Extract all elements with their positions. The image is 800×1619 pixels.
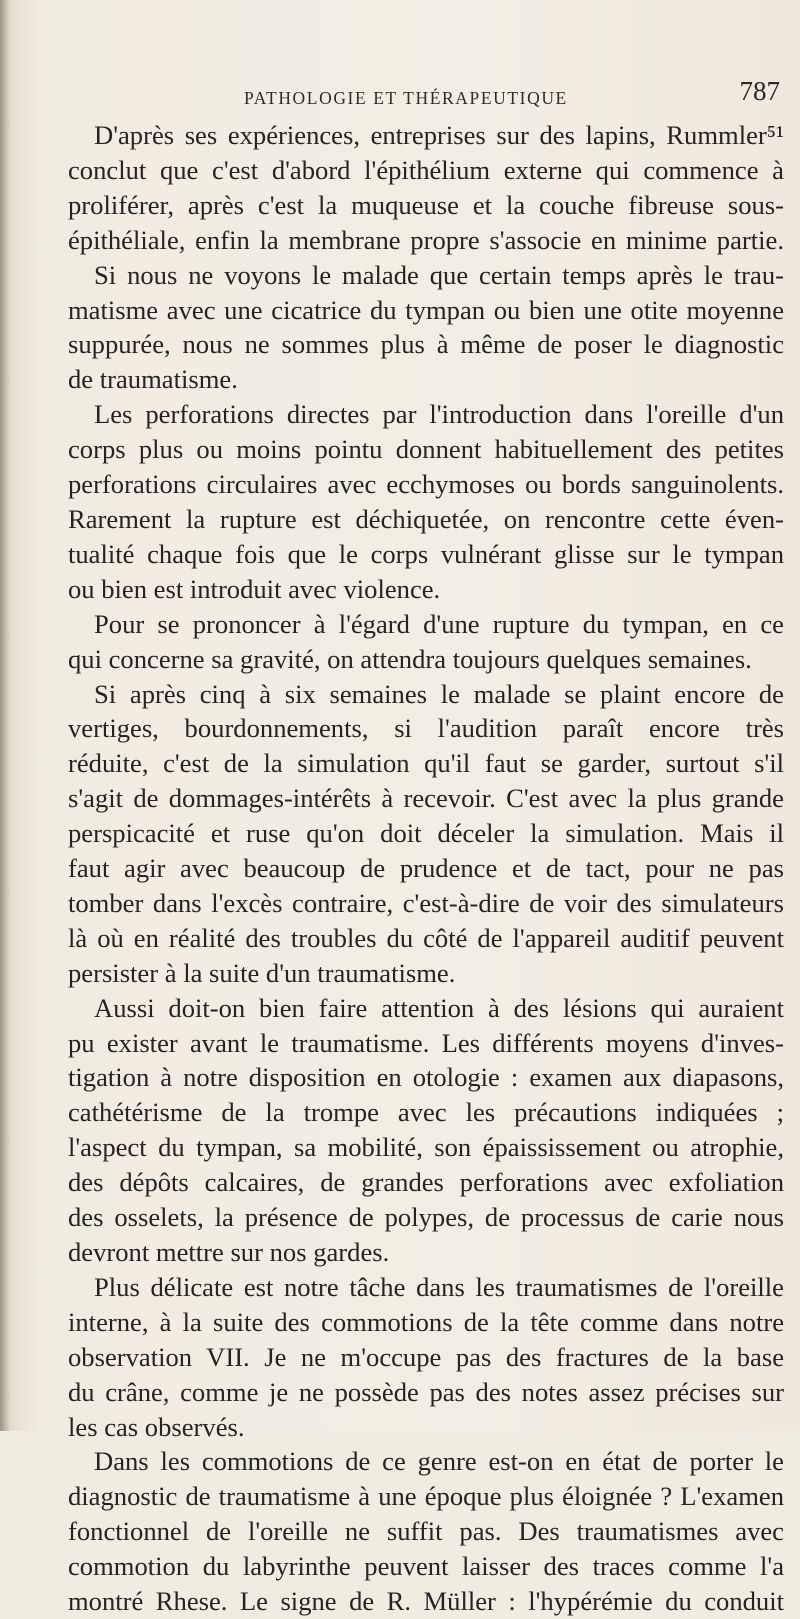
text-line: observation VII. Je ne m'occupe pas des fractures de la base bbox=[68, 1341, 784, 1372]
text-line: Si après cinq à six semaines le malade se plaint encore de bbox=[94, 678, 784, 709]
page-number: 787 bbox=[739, 76, 780, 106]
text-line: épithéliale, enfin la membrane propre s'associe en minime partie. bbox=[68, 224, 784, 255]
text-line: fonctionnel de l'oreille ne suffit pas. Des traumatismes avec bbox=[68, 1516, 784, 1547]
text-line: vertiges, bourdonnements, si l'audition paraît encore très bbox=[68, 713, 784, 744]
text-line: Pour se prononcer à l'égard d'une rupture du tympan, en ce bbox=[94, 608, 784, 639]
text-line: ou bien est introduit avec violence. bbox=[68, 573, 441, 604]
text-line: cathétérisme de la trompe avec les précautions indiquées ; bbox=[68, 1097, 784, 1128]
text-line: commotion du labyrinthe peuvent laisser des traces comme l'a bbox=[68, 1551, 784, 1582]
text-line: Les perforations directes par l'introduction dans l'oreille d'un bbox=[94, 399, 784, 430]
text-line: l'aspect du tympan, sa mobilité, son épaississement ou atrophie, bbox=[68, 1132, 784, 1163]
text-line: s'agit de dommages-intérêts à recevoir. C'est avec la plus grande bbox=[68, 783, 784, 814]
text-line: les cas observés. bbox=[68, 1411, 245, 1442]
text-line: perforations circulaires avec ecchymoses ou bords sanguinolents. bbox=[68, 469, 784, 500]
text-line: Aussi doit-on bien faire attention à des lésions qui auraient bbox=[94, 992, 784, 1023]
text-line: du crâne, comme je ne possède pas des notes assez précises sur bbox=[68, 1376, 784, 1407]
text-line: persister à la suite d'un traumatisme. bbox=[68, 957, 456, 988]
text-line: D'après ses expériences, entreprises sur des lapins, Rummler⁵¹ bbox=[94, 120, 784, 150]
text-line: suppurée, nous ne sommes plus à même de poser le diagnostic bbox=[68, 329, 784, 360]
text-line: tigation à notre disposition en otologie : examen aux diapasons, bbox=[68, 1062, 784, 1093]
text-line: qui concerne sa gravité, on attendra toujours quelques semaines. bbox=[68, 643, 752, 674]
page-header bbox=[70, 76, 780, 110]
text-line: de traumatisme. bbox=[68, 364, 238, 395]
text-line: réduite, c'est de la simulation qu'il faut se garder, surtout s'il bbox=[68, 748, 784, 779]
text-line: matisme avec une cicatrice du tympan ou bien une otite moyenne bbox=[68, 294, 784, 325]
text-line: faut agir avec beaucoup de prudence et de tact, pour ne pas bbox=[68, 853, 784, 884]
text-line: proliférer, après c'est la muqueuse et la couche fibreuse sous- bbox=[68, 189, 784, 220]
text-line: des osselets, la présence de polypes, de processus de carie nous bbox=[68, 1202, 784, 1233]
text-line: perspicacité et ruse qu'on doit déceler la simulation. Mais il bbox=[68, 818, 784, 849]
text-line: montré Rhese. Le signe de R. Müller : l'hypérémie du conduit bbox=[68, 1586, 784, 1617]
text-line: corps plus ou moins pointu donnent habituellement des petites bbox=[68, 434, 784, 465]
text-line: interne, à la suite des commotions de la tête comme dans notre bbox=[68, 1306, 784, 1337]
page-spine-shadow bbox=[0, 0, 10, 1431]
text-line: pu exister avant le traumatisme. Les différents moyens d'inves- bbox=[68, 1027, 784, 1058]
body-text bbox=[68, 118, 784, 1619]
text-line: Dans les commotions de ce genre est-on en état de porter le bbox=[94, 1446, 784, 1477]
text-line: tualité chaque fois que le corps vulnérant glisse sur le tympan bbox=[68, 538, 784, 569]
text-line: des dépôts calcaires, de grandes perforations avec exfoliation bbox=[68, 1167, 784, 1198]
text-line: tomber dans l'excès contraire, c'est-à-dire de voir des simulateurs bbox=[68, 887, 784, 918]
text-line: diagnostic de traumatisme à une époque plus éloignée ? L'examen bbox=[68, 1481, 784, 1512]
text-line: Rarement la rupture est déchiquetée, on rencontre cette éven- bbox=[68, 503, 784, 534]
text-line: devront mettre sur nos gardes. bbox=[68, 1237, 390, 1267]
text-line: Plus délicate est notre tâche dans les traumatismes de l'oreille bbox=[94, 1271, 784, 1302]
running-head: PATHOLOGIE ET THÉRAPEUTIQUE bbox=[244, 88, 568, 108]
text-line: Si nous ne voyons le malade que certain temps après le trau- bbox=[94, 259, 784, 290]
text-line: conclut que c'est d'abord l'épithélium externe qui commence à bbox=[68, 154, 784, 185]
text-line: là où en réalité des troubles du côté de l'appareil auditif peuvent bbox=[68, 922, 784, 953]
